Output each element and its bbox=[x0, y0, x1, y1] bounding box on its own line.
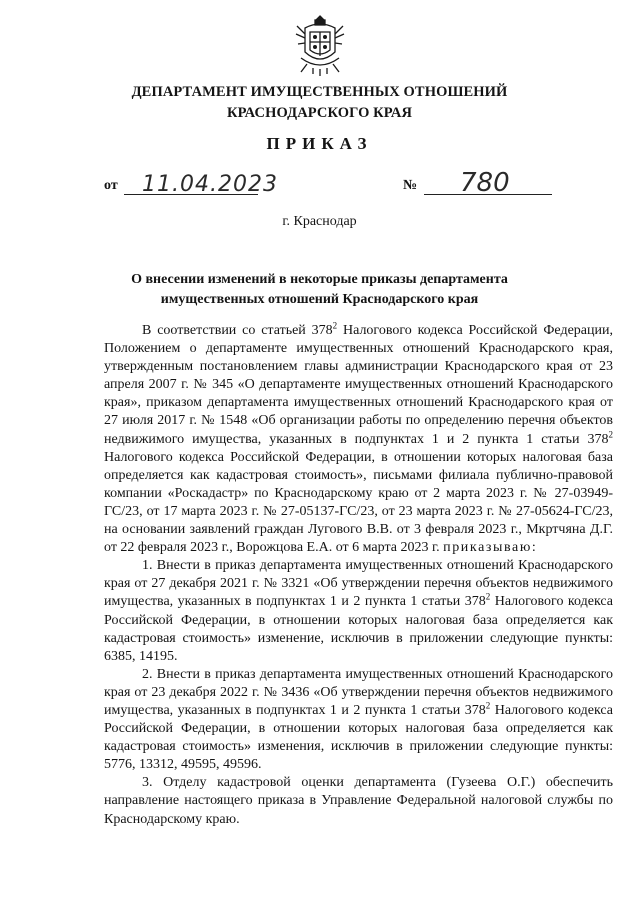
date-underline bbox=[124, 194, 258, 195]
number-label: № bbox=[403, 178, 418, 193]
paragraph-item-3 bbox=[104, 774, 613, 828]
item-2-text-2: Налогового кодекса Российской Федерации, в отношении которых налоговая база определяется как кадастровая стоимость» изменения, исключив в приложении следующие пункты: 5776, 13312, 49595, 49596. bbox=[104, 702, 613, 773]
subject-line-2: имущественных отношений Краснодарского края bbox=[160, 292, 479, 307]
item-1-text-1: 1. Внести в приказ департамента имущественных отношений Краснодарского края от 27 декабря 2021 г. № 3321 «Об утверждении перечня объектов недвижимого имущества, указанных в подпунктах 1 и 2 пункта 1 статьи 378 bbox=[104, 558, 613, 610]
order-subject bbox=[110, 270, 529, 310]
department-line-2: КРАСНОДАРСКОГО КРАЯ bbox=[226, 105, 413, 121]
city: г. Краснодар bbox=[282, 214, 357, 229]
date-label: от bbox=[104, 178, 118, 193]
superscript: 2 bbox=[332, 320, 338, 331]
department-line-1: ДЕПАРТАМЕНТ ИМУЩЕСТВЕННЫХ ОТНОШЕНИЙ bbox=[131, 84, 508, 100]
order-verb: приказываю: bbox=[443, 540, 538, 556]
order-title: ПРИКАЗ bbox=[266, 134, 373, 153]
paragraph-item-1 bbox=[104, 557, 613, 666]
superscript: 2 bbox=[608, 428, 613, 439]
paragraph-preamble bbox=[104, 322, 613, 557]
preamble-text-2: Налогового кодекса Российской Федерации, Положением о департаменте имущественных отношений Краснодарского края, утвержденным постановлением главы администрации Краснодарского края от 23 апреля 2007 г. № 345 «О департаменте имущественных отношений Краснодарского края», приказом департамента имущественных отношений Краснодарского края от 27 июля 2017 г. № 1548 «Об организации работы по определению перечня объектов недвижимого имущества, указанных в подпунктах 1 и 2 пункта 1 статьи 378 bbox=[104, 323, 613, 447]
paragraph-item-2 bbox=[104, 666, 613, 775]
number-handwritten: 780 bbox=[460, 168, 510, 198]
preamble-text-3: Налогового кодекса Российской Федерации, в отношении которых налоговая база определяется как кадастровая стоимость», письмами филиала публично-правовой компании «Роскадастр» по Краснодарскому краю от 2 марта 2023 г. № 27-03949-ГС/23, от 17 марта 2023 г. № 27-05137-ГС/23, от 23 марта 2023 г. № 27-05624-ГС/23, на основании заявлений граждан Лугового В.В. от 3 февраля 2023 г., Мкртчяна Д.Г. от 22 февраля 2023 г., Ворожцова Е.А. от 6 марта 2023 г. bbox=[104, 449, 613, 556]
number-underline bbox=[424, 194, 552, 195]
preamble-text-1: В соответствии со статьей 378 bbox=[142, 323, 333, 338]
item-1-text-2: Налогового кодекса Российской Федерации, в отношении которых налоговая база определяется как кадастровая стоимость» изменение, исключив в приложении следующие пункты: 6385, 14195. bbox=[104, 594, 613, 664]
krasnodar-coat-of-arms-icon bbox=[293, 12, 347, 78]
item-3-text: 3. Отделу кадастровой оценки департамента (Гузеева О.Г.) обеспечить направление настоящего приказа в Управление Федеральной налоговой службы по Краснодарскому краю. bbox=[104, 775, 613, 827]
subject-line-1: О внесении изменений в некоторые приказы департамента bbox=[131, 272, 508, 287]
date-handwritten: 11.04.2023 bbox=[142, 172, 278, 197]
department-name bbox=[90, 82, 549, 124]
date-number-row bbox=[0, 170, 639, 200]
superscript: 2 bbox=[485, 591, 491, 602]
superscript: 2 bbox=[485, 700, 491, 711]
item-2-text-1: 2. Внести в приказ департамента имущественных отношений Краснодарского края от 23 декабря 2022 г. № 3436 «Об утверждении перечня объектов недвижимого имущества, указанных в подпунктах 1 и 2 пункта 1 статьи 378 bbox=[104, 666, 613, 718]
order-body bbox=[104, 322, 613, 829]
